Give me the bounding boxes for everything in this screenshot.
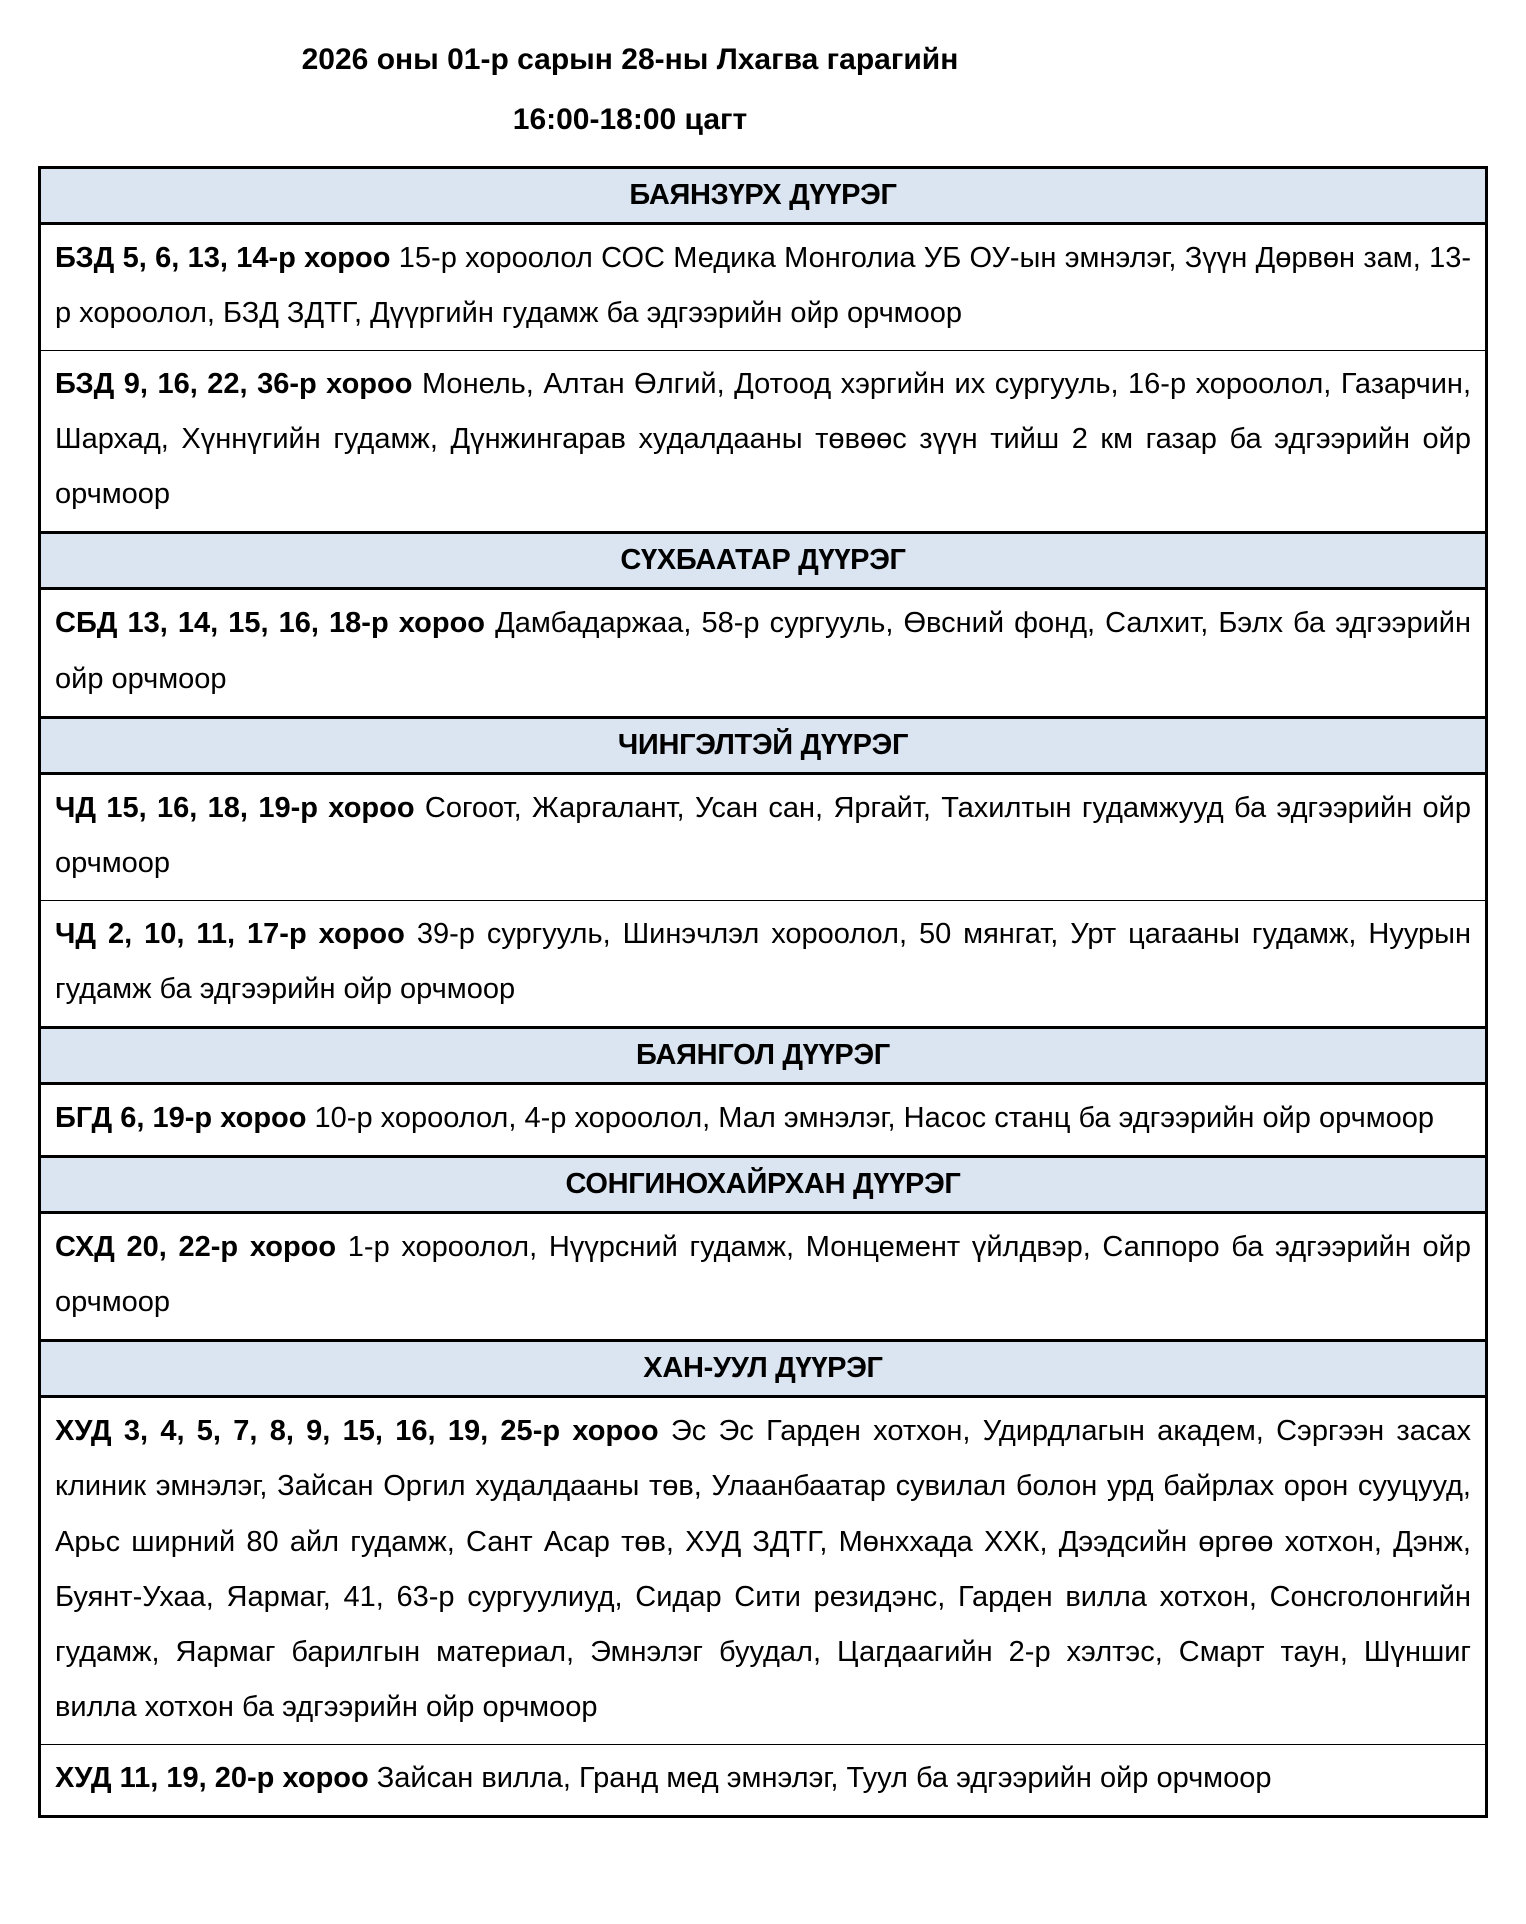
outage-schedule-table	[38, 166, 1488, 1818]
outage-row	[41, 1398, 1485, 1744]
outage-row	[41, 1085, 1485, 1155]
outage-row	[41, 590, 1485, 715]
area-text: 15-р хороолол СОС Медика Монголиа УБ ОУ-ын эмнэлэг, Зүүн Дөрвөн зам, 13-р хороолол, БЗД ЗДТГ, Дүүргийн гудамж ба эдгээрийн ойр орчмоор	[55, 242, 1472, 330]
section-sukhbaatar	[41, 531, 1485, 715]
title-date-line: 2026 оны 01-р сарын 28-ны Лхагва гарагийн	[301, 43, 959, 76]
outage-row	[41, 1214, 1485, 1339]
area-text: 39-р сургууль, Шинэчлэл хороолол, 50 мянгат, Урт цагааны гудамж, Нуурын гудамж ба эдгээрийн ойр орчмоор	[55, 917, 1471, 1005]
khoroo-label: СБД 13, 14, 15, 16, 18-р хороо	[55, 607, 485, 640]
section-songinokhairkhan	[41, 1155, 1485, 1339]
outage-row	[41, 225, 1485, 350]
outage-row	[41, 900, 1485, 1026]
khoroo-label: СХД 20, 22-р хороо	[55, 1231, 337, 1264]
khoroo-label: ХУД 3, 4, 5, 7, 8, 9, 15, 16, 19, 25-р хороо	[55, 1415, 659, 1448]
area-text: 1-р хороолол, Нүүрсний гудамж, Монцемент үйлдвэр, Саппоро ба эдгээрийн ойр орчмоор	[55, 1231, 1471, 1319]
area-text: Эс Эс Гарден хотхон, Удирдлагын академ, Сэргээн засах клиник эмнэлэг, Зайсан Оргил худалдааны төв, Улаанбаатар сувилал болон урд байрлах орон сууцууд, Арьс ширний 80 айл гудамж, Сант Асар төв, ХУД ЗДТГ, Мөнххада ХХК, Дээдсийн өргөө хотхон, Дэнж, Буянт-Ухаа, Яармаг, 41, 63-р сургуулиуд, Сидар Сити резидэнс, Гарден вилла хотхон, Сонсголонгийн гудамж, Яармаг барилгын материал, Эмнэлэг буудал, Цагдаагийн 2-р хэлтэс, Смарт таун, Шүншиг вилла хотхон ба эдгээрийн ойр орчмоор	[55, 1415, 1471, 1723]
district-header: СОНГИНОХАЙРХАН ДҮҮРЭГ	[41, 1155, 1485, 1214]
district-header: БАЯНГОЛ ДҮҮРЭГ	[41, 1026, 1485, 1085]
district-header: ЧИНГЭЛТЭЙ ДҮҮРЭГ	[41, 716, 1485, 775]
section-bayanzurkh	[41, 169, 1485, 531]
section-bayangol	[41, 1026, 1485, 1155]
section-khan-uul	[41, 1339, 1485, 1815]
document-title	[38, 42, 1222, 138]
district-header: ХАН-УУЛ ДҮҮРЭГ	[41, 1339, 1485, 1398]
area-text: 10-р хороолол, 4-р хороолол, Мал эмнэлэг, Насос станц ба эдгээрийн ойр орчмоор	[314, 1102, 1435, 1135]
section-chingeltei	[41, 716, 1485, 1026]
khoroo-label: ЧД 15, 16, 18, 19-р хороо	[55, 791, 415, 824]
area-text: Согоот, Жаргалант, Усан сан, Яргайт, Тахилтын гудамжууд ба эдгээрийн ойр орчмоор	[55, 791, 1472, 879]
area-text: Монель, Алтан Өлгий, Дотоод хэргийн их сургууль, 16-р хороолол, Газарчин, Шархад, Хүннүгийн гудамж, Дүнжингарав худалдааны төвөөс зүүн тийш 2 км газар ба эдгээрийн ойр орчмоор	[55, 368, 1472, 511]
outage-row	[41, 1744, 1485, 1815]
khoroo-label: БЗД 5, 6, 13, 14-р хороо	[55, 242, 391, 274]
area-text: Дамбадаржаа, 58-р сургууль, Өвсний фонд, Салхит, Бэлх ба эдгээрийн ойр орчмоор	[55, 607, 1471, 695]
outage-row	[41, 350, 1485, 531]
khoroo-label: ХУД 11, 19, 20-р хороо	[55, 1761, 369, 1794]
khoroo-label: ЧД 2, 10, 11, 17-р хороо	[55, 917, 405, 950]
khoroo-label: БГД 6, 19-р хороо	[55, 1102, 307, 1135]
khoroo-label: БЗД 9, 16, 22, 36-р хороо	[55, 368, 413, 401]
title-time-line: 16:00-18:00 цагт	[512, 103, 748, 136]
area-text: Зайсан вилла, Гранд мед эмнэлэг, Туул ба эдгээрийн ойр орчмоор	[376, 1761, 1272, 1794]
district-header: СҮХБААТАР ДҮҮРЭГ	[41, 531, 1485, 590]
outage-row	[41, 775, 1485, 900]
district-header: БАЯНЗҮРХ ДҮҮРЭГ	[41, 169, 1485, 225]
